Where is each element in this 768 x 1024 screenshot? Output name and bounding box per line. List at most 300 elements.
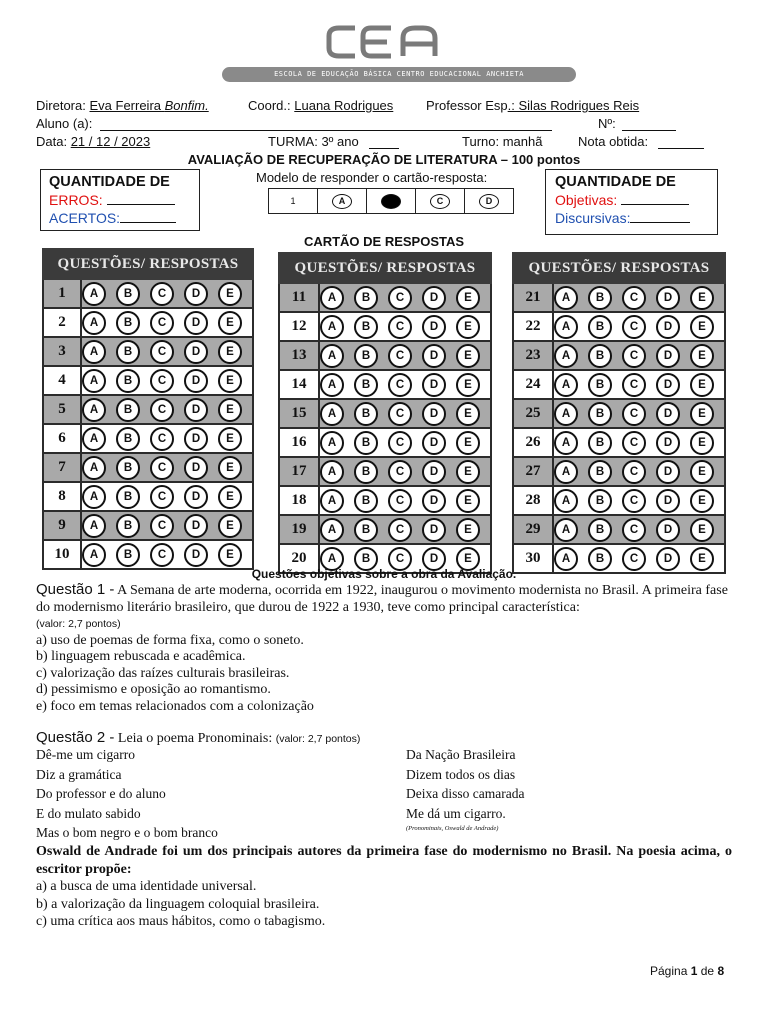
- q2-label: Questão 2 -: [36, 729, 115, 746]
- poem-line: Dê-me um cigarro: [36, 747, 135, 762]
- answer-row: [43, 395, 253, 424]
- answer-bubble-a[interactable]: A: [82, 340, 106, 364]
- answer-bubble-e[interactable]: E: [218, 369, 242, 393]
- answer-bubble-a[interactable]: A: [82, 514, 106, 538]
- answer-bubble-b[interactable]: B: [588, 286, 612, 310]
- answer-row: [279, 428, 491, 457]
- question-number: 18: [279, 486, 319, 515]
- answer-bubble-b[interactable]: B: [116, 514, 140, 538]
- poem-source: (Pronominais, Oswald de Andrade): [406, 825, 499, 832]
- discursivas-label: Discursivas:: [555, 210, 631, 226]
- numero-field[interactable]: [622, 130, 676, 131]
- question-number: 25: [513, 399, 553, 428]
- school-logo: [0, 22, 768, 67]
- poem-line: E do mulato sabido: [36, 805, 141, 821]
- answer-bubble-d[interactable]: D: [656, 402, 680, 426]
- answer-row: [513, 283, 725, 312]
- answer-bubble-e[interactable]: E: [218, 543, 242, 567]
- answer-bubble-d[interactable]: D: [184, 369, 208, 393]
- answer-bubble-a[interactable]: A: [554, 489, 578, 513]
- answer-bubble-c[interactable]: C: [622, 547, 646, 571]
- nota-field[interactable]: [658, 148, 704, 149]
- answer-bubble-a[interactable]: A: [320, 518, 344, 542]
- answer-bubble-c[interactable]: C: [388, 373, 412, 397]
- answer-bubble-c[interactable]: C: [150, 514, 174, 538]
- answer-options: [81, 511, 253, 540]
- answer-bubble-a[interactable]: A: [82, 311, 106, 335]
- answer-bubble-c[interactable]: C: [622, 344, 646, 368]
- answer-options: [553, 428, 725, 457]
- answer-bubble-b[interactable]: B: [116, 340, 140, 364]
- answer-bubble-e[interactable]: E: [218, 514, 242, 538]
- page-number: Página 1 de 8: [650, 964, 725, 978]
- grid-header: QUESTÕES/ RESPOSTAS: [43, 249, 253, 279]
- school-name-banner: ESCOLA DE EDUCAÇÃO BÁSICA CENTRO EDUCACIONAL ANCHIETA: [222, 67, 576, 82]
- answer-options: [81, 395, 253, 424]
- answer-bubble-d[interactable]: D: [184, 543, 208, 567]
- answer-bubble-b[interactable]: B: [116, 282, 140, 306]
- grid-header: QUESTÕES/ RESPOSTAS: [513, 253, 725, 283]
- answer-bubble-d[interactable]: D: [656, 315, 680, 339]
- model-option-a: A: [332, 194, 352, 209]
- question-number: 5: [43, 395, 81, 424]
- answer-bubble-b[interactable]: B: [588, 315, 612, 339]
- model-option-c: C: [430, 194, 450, 209]
- poem-right-column: [406, 745, 726, 835]
- answer-bubble-b[interactable]: B: [354, 286, 378, 310]
- answer-options: [319, 428, 491, 457]
- answer-bubble-a[interactable]: A: [320, 460, 344, 484]
- answer-bubble-b[interactable]: B: [116, 485, 140, 509]
- poem-line: Do professor e do aluno: [36, 786, 166, 801]
- answer-bubble-e[interactable]: E: [456, 344, 480, 368]
- answer-bubble-c[interactable]: C: [150, 311, 174, 335]
- q1-value: (valor: 2,7 pontos): [36, 618, 121, 630]
- question-number: 1: [43, 279, 81, 308]
- diretora-line: Diretora: Eva Ferreira Bonfim.: [36, 98, 209, 113]
- answer-bubble-c[interactable]: C: [150, 485, 174, 509]
- question-1: [36, 582, 732, 715]
- answer-bubble-d[interactable]: D: [184, 485, 208, 509]
- answer-bubble-b[interactable]: B: [354, 460, 378, 484]
- answer-options: [319, 399, 491, 428]
- answer-bubble-a[interactable]: A: [82, 398, 106, 422]
- answer-bubble-d[interactable]: D: [422, 315, 446, 339]
- answer-bubble-d[interactable]: D: [184, 456, 208, 480]
- answer-bubble-d[interactable]: D: [422, 431, 446, 455]
- question-number: 11: [279, 283, 319, 312]
- answer-bubble-e[interactable]: E: [690, 431, 714, 455]
- answer-bubble-d[interactable]: D: [422, 402, 446, 426]
- answer-grid-11-20: [278, 252, 492, 574]
- answer-bubble-e[interactable]: E: [690, 286, 714, 310]
- answer-bubble-c[interactable]: C: [388, 344, 412, 368]
- objetivas-field[interactable]: [621, 204, 689, 205]
- answer-options: [319, 312, 491, 341]
- cea-logo-icon: [325, 22, 443, 62]
- answer-bubble-b[interactable]: B: [116, 427, 140, 451]
- question-number: 4: [43, 366, 81, 395]
- answer-bubble-a[interactable]: A: [320, 315, 344, 339]
- aluno-field[interactable]: [100, 130, 552, 131]
- answer-bubble-a[interactable]: A: [554, 402, 578, 426]
- answer-grid-1-10: [42, 248, 254, 570]
- answer-bubble-e[interactable]: E: [456, 547, 480, 571]
- erros-label: ERROS:: [49, 192, 103, 208]
- question-number: 13: [279, 341, 319, 370]
- question-number: 10: [43, 540, 81, 569]
- answer-bubble-b[interactable]: B: [588, 518, 612, 542]
- answer-options: [553, 515, 725, 544]
- answer-bubble-d[interactable]: D: [656, 518, 680, 542]
- poem-left-column: [36, 745, 376, 843]
- answer-options: [319, 370, 491, 399]
- question-number: 29: [513, 515, 553, 544]
- question-number: 15: [279, 399, 319, 428]
- question-number: 26: [513, 428, 553, 457]
- answer-row: [513, 486, 725, 515]
- answer-row: [43, 279, 253, 308]
- answer-options: [81, 453, 253, 482]
- question-number: 16: [279, 428, 319, 457]
- answer-bubble-a[interactable]: A: [320, 489, 344, 513]
- answer-bubble-c[interactable]: C: [622, 373, 646, 397]
- answer-bubble-c[interactable]: C: [622, 460, 646, 484]
- answer-bubble-a[interactable]: A: [82, 543, 106, 567]
- answer-row: [43, 511, 253, 540]
- answer-bubble-e[interactable]: E: [456, 373, 480, 397]
- q2-option-a[interactable]: a) a busca de uma identidade universal.: [36, 879, 257, 894]
- model-answer-box: [268, 188, 514, 214]
- answer-bubble-c[interactable]: C: [388, 286, 412, 310]
- answer-bubble-d[interactable]: D: [184, 427, 208, 451]
- answer-bubble-c[interactable]: C: [150, 427, 174, 451]
- answer-bubble-b[interactable]: B: [588, 431, 612, 455]
- q2-statement: Oswald de Andrade foi um dos principais autores da primeira fase do modernismo no Brasil. Na poesia acima, o escritor propõe:: [36, 844, 732, 877]
- q1-label: Questão 1 -: [36, 581, 115, 598]
- answer-bubble-a[interactable]: A: [82, 369, 106, 393]
- question-number: 20: [279, 544, 319, 573]
- acertos-field[interactable]: [120, 222, 176, 223]
- poem-line: Da Nação Brasileira: [406, 747, 516, 762]
- errors-count-box: [40, 169, 200, 231]
- answer-bubble-a[interactable]: A: [554, 315, 578, 339]
- model-number: 1: [290, 196, 296, 206]
- answer-bubble-a[interactable]: A: [320, 402, 344, 426]
- answer-bubble-e[interactable]: E: [690, 489, 714, 513]
- question-number: 12: [279, 312, 319, 341]
- answer-bubble-e[interactable]: E: [456, 431, 480, 455]
- answer-options: [319, 283, 491, 312]
- answer-bubble-d[interactable]: D: [656, 286, 680, 310]
- answer-bubble-e[interactable]: E: [218, 340, 242, 364]
- answer-bubble-d[interactable]: D: [656, 489, 680, 513]
- acertos-label: ACERTOS:: [49, 210, 121, 226]
- answer-bubble-a[interactable]: A: [554, 460, 578, 484]
- answer-bubble-d[interactable]: D: [184, 514, 208, 538]
- answer-bubble-c[interactable]: C: [388, 402, 412, 426]
- q2-option-b[interactable]: b) a valorização da linguagem coloquial brasileira.: [36, 896, 320, 912]
- answer-row: [279, 515, 491, 544]
- question-number: 17: [279, 457, 319, 486]
- answer-bubble-c[interactable]: C: [150, 369, 174, 393]
- answer-bubble-e[interactable]: E: [218, 282, 242, 306]
- question-number: 23: [513, 341, 553, 370]
- answer-bubble-d[interactable]: D: [422, 518, 446, 542]
- turma-field[interactable]: [369, 148, 399, 149]
- poem-line: Deixa disso camarada: [406, 786, 525, 801]
- model-caption: Modelo de responder o cartão-resposta:: [256, 170, 488, 185]
- answer-bubble-b[interactable]: B: [588, 460, 612, 484]
- q1-option-b[interactable]: b) linguagem rebuscada e acadêmica.: [36, 649, 246, 664]
- model-option-d: D: [479, 194, 499, 209]
- answer-bubble-b[interactable]: B: [116, 543, 140, 567]
- answer-row: [279, 486, 491, 515]
- q2-intro: Leia o poema Pronominais:: [117, 731, 273, 746]
- answer-options: [553, 370, 725, 399]
- numero-label: Nº:: [598, 116, 616, 131]
- answer-bubble-d[interactable]: D: [422, 373, 446, 397]
- answer-bubble-b[interactable]: B: [354, 402, 378, 426]
- answer-bubble-c[interactable]: C: [388, 460, 412, 484]
- answer-row: [279, 399, 491, 428]
- answer-bubble-e[interactable]: E: [218, 456, 242, 480]
- question-number: 3: [43, 337, 81, 366]
- answer-bubble-c[interactable]: C: [388, 315, 412, 339]
- answer-bubble-e[interactable]: E: [218, 485, 242, 509]
- answer-bubble-b[interactable]: B: [354, 489, 378, 513]
- answer-grid-21-30: [512, 252, 726, 574]
- answer-bubble-d[interactable]: D: [422, 344, 446, 368]
- answer-bubble-d[interactable]: D: [656, 431, 680, 455]
- answer-row: [279, 457, 491, 486]
- types-box-title: QUANTIDADE DE: [555, 174, 676, 190]
- answer-bubble-a[interactable]: A: [82, 485, 106, 509]
- answer-row: [43, 337, 253, 366]
- answer-bubble-e[interactable]: E: [690, 402, 714, 426]
- answer-bubble-d[interactable]: D: [422, 547, 446, 571]
- answer-card-footer: Questões objetivas sobre a obra da Avaliação.: [251, 567, 517, 581]
- answer-bubble-b[interactable]: B: [116, 311, 140, 335]
- q1-option-d[interactable]: d) pessimismo e oposição ao romantismo.: [36, 682, 271, 697]
- answer-bubble-b[interactable]: B: [354, 344, 378, 368]
- errors-box-title: QUANTIDADE DE: [49, 174, 170, 190]
- answer-bubble-a[interactable]: A: [554, 431, 578, 455]
- answer-bubble-c[interactable]: C: [150, 456, 174, 480]
- answer-bubble-a[interactable]: A: [82, 282, 106, 306]
- answer-row: [43, 453, 253, 482]
- answer-bubble-e[interactable]: E: [690, 518, 714, 542]
- answer-bubble-c[interactable]: C: [388, 518, 412, 542]
- answer-row: [279, 341, 491, 370]
- answer-bubble-b[interactable]: B: [354, 315, 378, 339]
- question-number: 21: [513, 283, 553, 312]
- answer-bubble-e[interactable]: E: [218, 427, 242, 451]
- answer-bubble-a[interactable]: A: [554, 518, 578, 542]
- question-number: 14: [279, 370, 319, 399]
- answer-bubble-c[interactable]: C: [622, 402, 646, 426]
- answer-bubble-b[interactable]: B: [116, 456, 140, 480]
- answer-bubble-e[interactable]: E: [690, 460, 714, 484]
- answer-bubble-a[interactable]: A: [82, 427, 106, 451]
- question-number: 22: [513, 312, 553, 341]
- answer-row: [43, 308, 253, 337]
- answer-row: [513, 457, 725, 486]
- answer-bubble-c[interactable]: C: [150, 398, 174, 422]
- answer-bubble-a[interactable]: A: [320, 431, 344, 455]
- question-number: 6: [43, 424, 81, 453]
- answer-bubble-d[interactable]: D: [184, 282, 208, 306]
- answer-bubble-c[interactable]: C: [622, 315, 646, 339]
- model-option-filled: [381, 194, 401, 209]
- answer-options: [81, 279, 253, 308]
- answer-bubble-d[interactable]: D: [656, 373, 680, 397]
- poem-line: Me dá um cigarro.: [406, 805, 506, 821]
- answer-bubble-b[interactable]: B: [354, 547, 378, 571]
- q1-text: A Semana de arte moderna, ocorrida em 1922, inaugurou o movimento modernista no Brasil. A primeira fase do modernismo literário brasileiro, que durou de 1922 a 1930, teve como principal característica:: [36, 583, 728, 615]
- answer-bubble-d[interactable]: D: [184, 340, 208, 364]
- answer-bubble-e[interactable]: E: [456, 518, 480, 542]
- question-2-body: [36, 843, 732, 931]
- aluno-label: Aluno (a):: [36, 116, 93, 131]
- answer-bubble-d[interactable]: D: [422, 489, 446, 513]
- answer-bubble-e[interactable]: E: [456, 315, 480, 339]
- answer-row: [43, 424, 253, 453]
- answer-bubble-d[interactable]: D: [184, 311, 208, 335]
- answer-card-title: CARTÃO DE RESPOSTAS: [303, 234, 465, 249]
- question-number: 24: [513, 370, 553, 399]
- q1-option-c[interactable]: c) valorização das raízes culturais brasileiras.: [36, 665, 290, 681]
- answer-bubble-e[interactable]: E: [690, 547, 714, 571]
- answer-row: [279, 312, 491, 341]
- answer-bubble-a[interactable]: A: [554, 344, 578, 368]
- answer-bubble-e[interactable]: E: [690, 315, 714, 339]
- answer-row: [513, 515, 725, 544]
- answer-bubble-e[interactable]: E: [690, 344, 714, 368]
- poem-line: Dizem todos os dias: [406, 766, 516, 782]
- q1-option-e[interactable]: e) foco em temas relacionados com a colonização: [36, 698, 314, 714]
- answer-bubble-a[interactable]: A: [554, 373, 578, 397]
- answer-row: [43, 366, 253, 395]
- answer-bubble-a[interactable]: A: [554, 286, 578, 310]
- answer-options: [81, 482, 253, 511]
- professor-line: Professor Esp.: Silas Rodrigues Reis: [426, 98, 640, 113]
- answer-options: [553, 312, 725, 341]
- answer-bubble-b[interactable]: B: [588, 344, 612, 368]
- answer-row: [513, 370, 725, 399]
- answer-options: [81, 540, 253, 569]
- discursivas-field[interactable]: [630, 222, 690, 223]
- q2-value: (valor: 2,7 pontos): [275, 733, 361, 745]
- answer-options: [319, 486, 491, 515]
- answer-bubble-a[interactable]: A: [82, 456, 106, 480]
- answer-bubble-b[interactable]: B: [588, 547, 612, 571]
- answer-bubble-b[interactable]: B: [354, 431, 378, 455]
- answer-bubble-b[interactable]: B: [354, 373, 378, 397]
- answer-options: [81, 424, 253, 453]
- objetivas-label: Objetivas:: [555, 192, 618, 208]
- answer-options: [553, 283, 725, 312]
- answer-bubble-d[interactable]: D: [184, 398, 208, 422]
- answer-bubble-e[interactable]: E: [690, 373, 714, 397]
- answer-bubble-c[interactable]: C: [622, 489, 646, 513]
- answer-bubble-c[interactable]: C: [622, 286, 646, 310]
- question-number: 9: [43, 511, 81, 540]
- answer-bubble-d[interactable]: D: [656, 460, 680, 484]
- answer-bubble-d[interactable]: D: [422, 460, 446, 484]
- poem-line: Mas o bom negro e o bom branco: [36, 825, 218, 840]
- answer-bubble-a[interactable]: A: [554, 547, 578, 571]
- answer-bubble-b[interactable]: B: [588, 373, 612, 397]
- answer-bubble-c[interactable]: C: [388, 489, 412, 513]
- question-number: 7: [43, 453, 81, 482]
- answer-bubble-d[interactable]: D: [656, 344, 680, 368]
- answer-bubble-b[interactable]: B: [116, 369, 140, 393]
- data-line: Data: 21 / 12 / 2023: [36, 134, 151, 149]
- answer-bubble-c[interactable]: C: [622, 431, 646, 455]
- answer-row: [279, 370, 491, 399]
- answer-bubble-c[interactable]: C: [150, 543, 174, 567]
- question-types-box: [545, 169, 718, 235]
- answer-bubble-e[interactable]: E: [456, 286, 480, 310]
- answer-bubble-d[interactable]: D: [422, 286, 446, 310]
- exam-title: AVALIAÇÃO DE RECUPERAÇÃO DE LITERATURA – 100 pontos: [187, 152, 581, 167]
- q2-option-c[interactable]: c) uma crítica aos maus hábitos, como o tabagismo.: [36, 914, 326, 929]
- answer-bubble-d[interactable]: D: [656, 547, 680, 571]
- question-number: 8: [43, 482, 81, 511]
- answer-bubble-a[interactable]: A: [320, 547, 344, 571]
- answer-options: [319, 457, 491, 486]
- answer-options: [319, 341, 491, 370]
- question-number: 2: [43, 308, 81, 337]
- answer-row: [513, 312, 725, 341]
- answer-bubble-c[interactable]: C: [150, 282, 174, 306]
- answer-bubble-c[interactable]: C: [622, 518, 646, 542]
- answer-row: [43, 482, 253, 511]
- answer-bubble-e[interactable]: E: [456, 489, 480, 513]
- answer-options: [553, 486, 725, 515]
- answer-options: [553, 399, 725, 428]
- poem-line: Diz a gramática: [36, 766, 122, 782]
- answer-bubble-a[interactable]: A: [320, 344, 344, 368]
- answer-bubble-e[interactable]: E: [218, 398, 242, 422]
- answer-bubble-c[interactable]: C: [388, 547, 412, 571]
- answer-bubble-a[interactable]: A: [320, 286, 344, 310]
- answer-bubble-a[interactable]: A: [320, 373, 344, 397]
- answer-bubble-b[interactable]: B: [588, 489, 612, 513]
- answer-options: [319, 515, 491, 544]
- coord-line: Coord.: Luana Rodrigues: [248, 98, 394, 113]
- answer-bubble-b[interactable]: B: [588, 402, 612, 426]
- answer-bubble-e[interactable]: E: [456, 460, 480, 484]
- nota-label: Nota obtida:: [578, 134, 649, 149]
- answer-options: [81, 308, 253, 337]
- answer-bubble-e[interactable]: E: [456, 402, 480, 426]
- answer-bubble-b[interactable]: B: [116, 398, 140, 422]
- answer-row: [513, 399, 725, 428]
- answer-bubble-b[interactable]: B: [354, 518, 378, 542]
- erros-field[interactable]: [107, 204, 175, 205]
- answer-row: [279, 283, 491, 312]
- question-number: 30: [513, 544, 553, 573]
- answer-bubble-c[interactable]: C: [150, 340, 174, 364]
- answer-options: [553, 457, 725, 486]
- q1-option-a[interactable]: a) uso de poemas de forma fixa, como o soneto.: [36, 632, 304, 648]
- answer-bubble-e[interactable]: E: [218, 311, 242, 335]
- answer-bubble-c[interactable]: C: [388, 431, 412, 455]
- answer-row: [513, 428, 725, 457]
- answer-row: [513, 341, 725, 370]
